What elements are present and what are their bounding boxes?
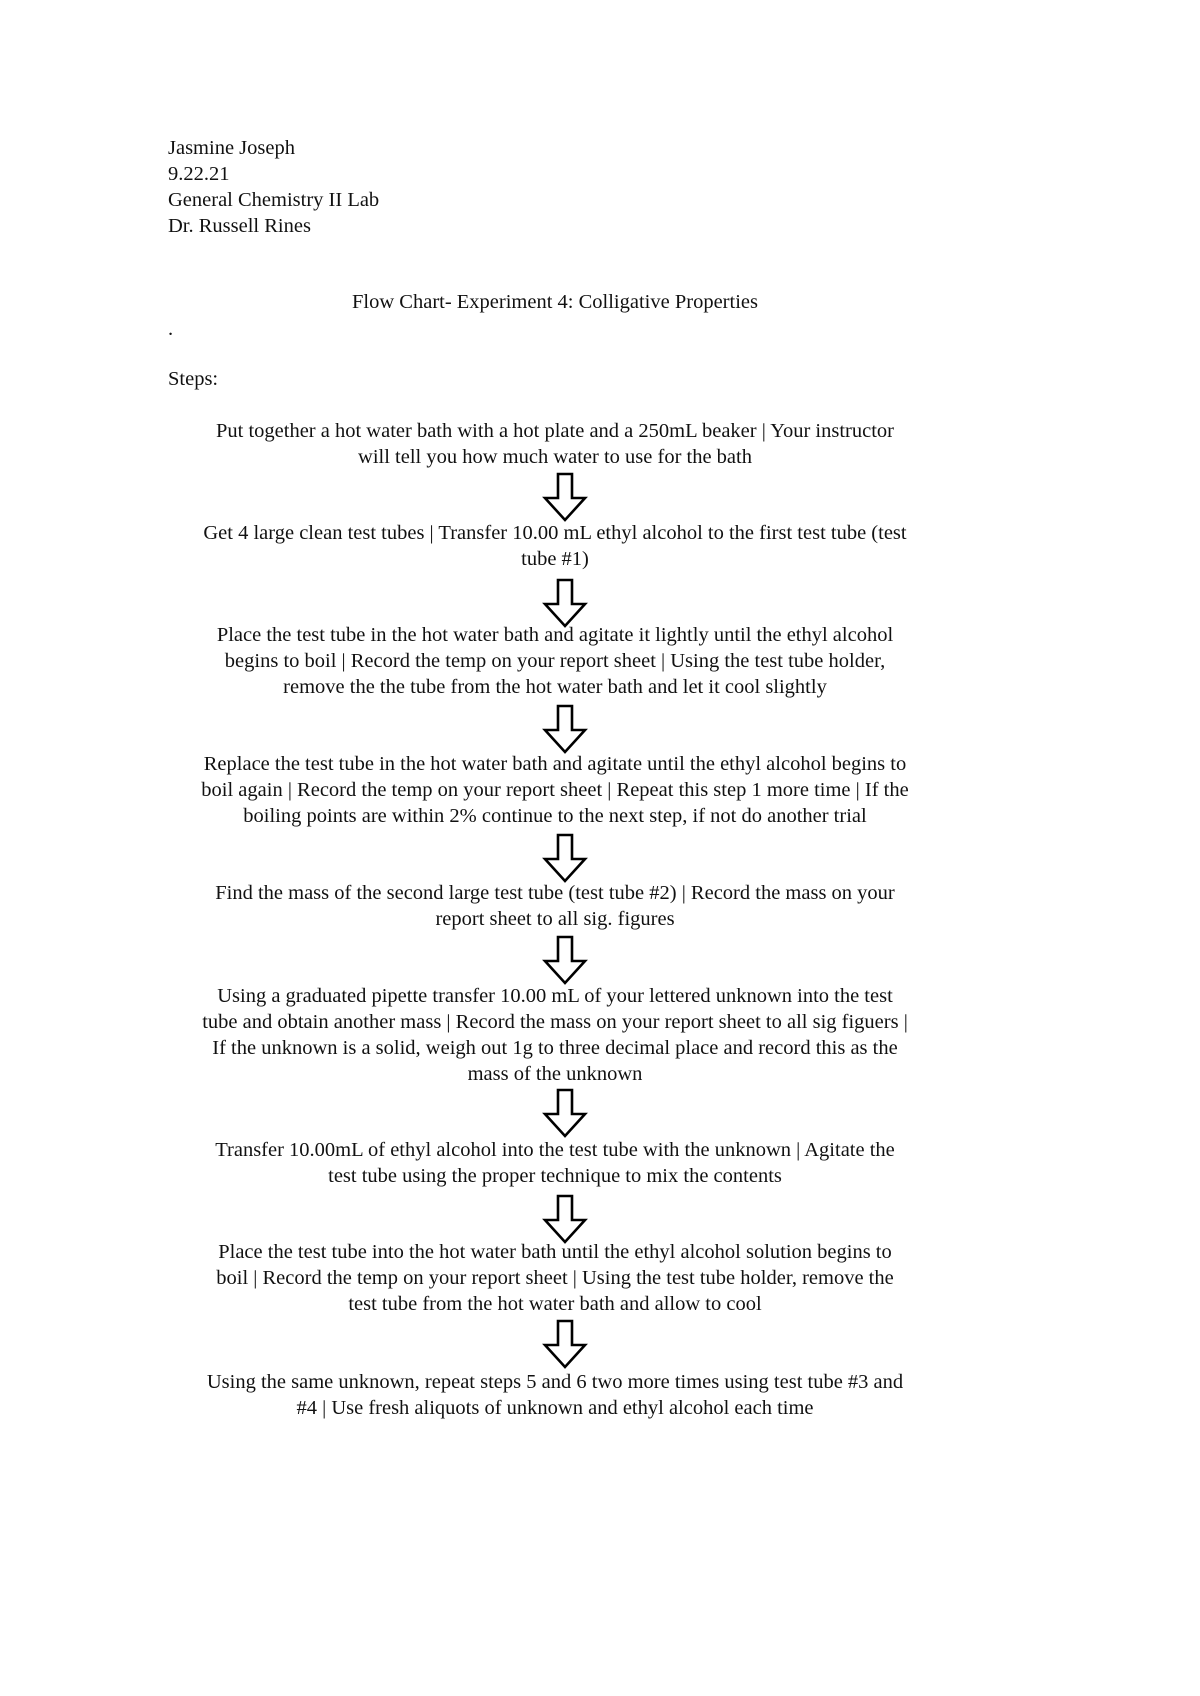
step-line: #4 | Use fresh aliquots of unknown and ethyl alcohol each time: [296, 1397, 814, 1419]
step-line: Place the test tube in the hot water bath and agitate it lightly until the ethyl alcohol: [216, 624, 894, 646]
step-line: Replace the test tube in the hot water bath and agitate until the ethyl alcohol begins to: [203, 753, 907, 775]
step-line: Put together a hot water bath with a hot plate and a 250mL beaker | Your instructor: [216, 420, 894, 442]
step-line: report sheet to all sig. figures: [435, 908, 675, 930]
down-arrow-icon: [542, 1194, 588, 1244]
step-line: If the unknown is a solid, weigh out 1g to three decimal place and record this as the: [212, 1037, 898, 1059]
step-line: Find the mass of the second large test tube (test tube #2) | Record the mass on your: [215, 882, 895, 904]
flow-step-6: [160, 983, 950, 1087]
step-line: Transfer 10.00mL of ethyl alcohol into the test tube with the unknown | Agitate the: [215, 1139, 895, 1161]
step-line: remove the the tube from the hot water bath and let it cool slightly: [283, 676, 827, 698]
author-name: Jasmine Joseph: [168, 137, 295, 159]
down-arrow-icon: [542, 472, 588, 522]
down-arrow-icon: [542, 1319, 588, 1369]
steps-label: Steps:: [168, 368, 219, 390]
step-line: boil again | Record the temp on your report sheet | Repeat this step 1 more time | If the: [201, 779, 909, 801]
step-line: will tell you how much water to use for the bath: [358, 446, 752, 468]
step-line: test tube using the proper technique to mix the contents: [328, 1165, 782, 1187]
flow-step-4: [160, 751, 950, 829]
step-line: boiling points are within 2% continue to the next step, if not do another trial: [243, 805, 867, 827]
date: 9.22.21: [168, 163, 230, 185]
step-line: mass of the unknown: [467, 1063, 643, 1085]
down-arrow-icon: [542, 578, 588, 628]
step-line: tube #1): [521, 548, 589, 570]
down-arrow-icon: [542, 935, 588, 985]
step-line: tube and obtain another mass | Record the mass on your report sheet to all sig figuers |: [202, 1011, 908, 1033]
step-line: Get 4 large clean test tubes | Transfer 10.00 mL ethyl alcohol to the first test tube (test: [203, 522, 907, 544]
stray-dot: .: [168, 318, 174, 340]
down-arrow-icon: [542, 1088, 588, 1138]
flow-step-9: [160, 1369, 950, 1421]
step-line: test tube from the hot water bath and allow to cool: [348, 1293, 762, 1315]
step-line: Place the test tube into the hot water bath until the ethyl alcohol solution begins to: [218, 1241, 892, 1263]
flow-step-1: [160, 418, 950, 470]
step-line: begins to boil | Record the temp on your report sheet | Using the test tube holder,: [224, 650, 886, 672]
flow-step-7: [160, 1137, 950, 1189]
instructor: Dr. Russell Rines: [168, 215, 311, 237]
flow-step-5: [160, 880, 950, 932]
step-line: boil | Record the temp on your report sheet | Using the test tube holder, remove the: [216, 1267, 894, 1289]
flow-step-3: [160, 622, 950, 700]
step-line: Using the same unknown, repeat steps 5 and 6 two more times using test tube #3 and: [206, 1371, 904, 1393]
flow-step-2: [160, 520, 950, 572]
flow-step-8: [160, 1239, 950, 1317]
step-line: Using a graduated pipette transfer 10.00 mL of your lettered unknown into the test: [217, 985, 893, 1007]
course: General Chemistry II Lab: [168, 189, 380, 211]
page-title: Flow Chart- Experiment 4: Colligative Properties: [352, 291, 758, 313]
down-arrow-icon: [542, 704, 588, 754]
down-arrow-icon: [542, 833, 588, 883]
header-block: [168, 135, 379, 239]
